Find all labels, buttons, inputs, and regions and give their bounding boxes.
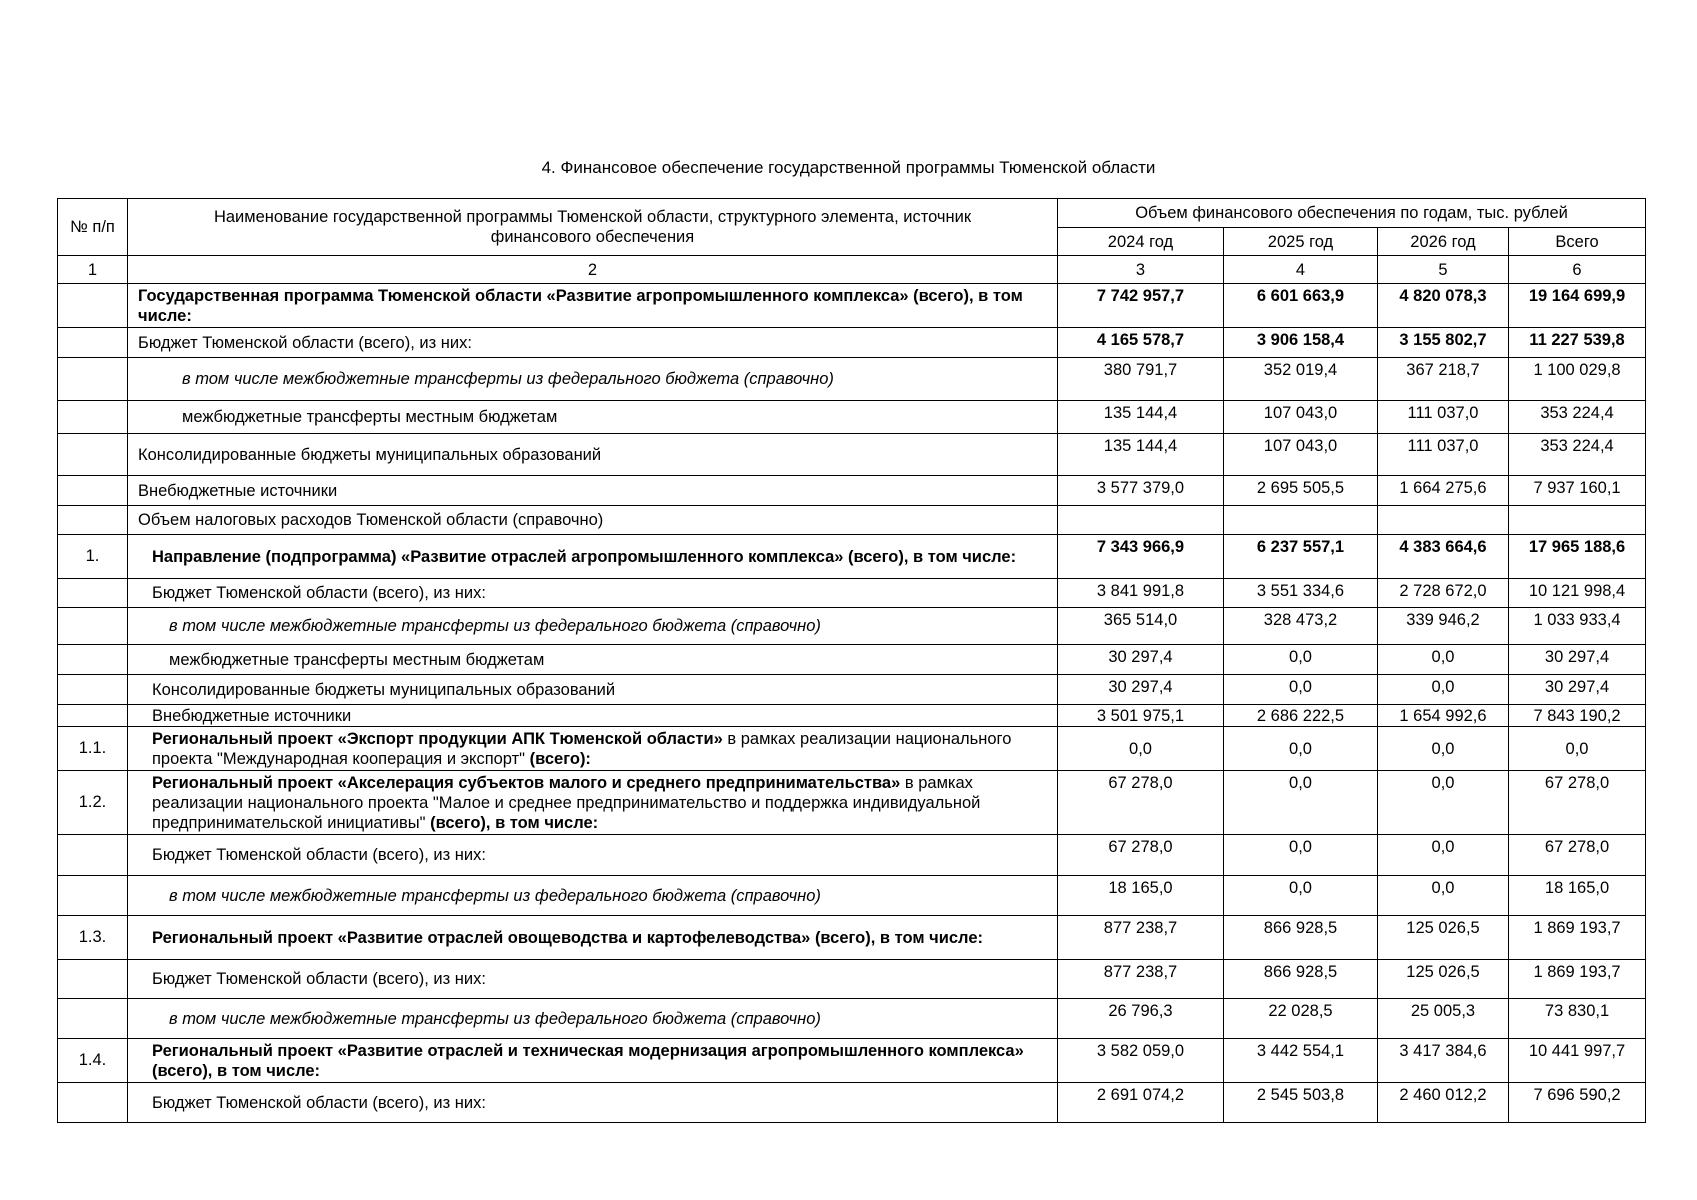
row-value-total: 1 869 193,7 xyxy=(1509,960,1646,999)
table-row xyxy=(58,876,1646,916)
row-name: Региональный проект «Развитие отраслей и техническая модернизация агропромышленного комплекса» (всего), в том числе: xyxy=(128,1039,1058,1083)
row-value-2024: 0,0 xyxy=(1058,727,1224,771)
row-value-total: 11 227 539,8 xyxy=(1509,328,1646,358)
row-num: 1.2. xyxy=(58,771,128,835)
row-value-2025: 2 545 503,8 xyxy=(1224,1083,1378,1123)
row-value-2026: 0,0 xyxy=(1378,835,1509,876)
row-name: Бюджет Тюменской области (всего), из них: xyxy=(128,579,1058,608)
row-value-2025: 0,0 xyxy=(1224,645,1378,675)
row-value-2024: 3 841 991,8 xyxy=(1058,579,1224,608)
table-row xyxy=(58,645,1646,675)
row-value-total xyxy=(1509,506,1646,535)
row-num xyxy=(58,645,128,675)
row-name: Направление (подпрограмма) «Развитие отраслей агропромышленного комплекса» (всего), в том числе: xyxy=(128,535,1058,579)
row-name: в том числе межбюджетные трансферты из федерального бюджета (справочно) xyxy=(128,999,1058,1039)
row-value-2026: 2 728 672,0 xyxy=(1378,579,1509,608)
row-value-2026: 125 026,5 xyxy=(1378,916,1509,960)
row-value-total: 18 165,0 xyxy=(1509,876,1646,916)
table-row xyxy=(58,835,1646,876)
row-value-2026: 4 383 664,6 xyxy=(1378,535,1509,579)
row-value-total: 30 297,4 xyxy=(1509,645,1646,675)
row-value-2024: 2 691 074,2 xyxy=(1058,1083,1224,1123)
row-value-total: 1 869 193,7 xyxy=(1509,916,1646,960)
row-value-2026: 0,0 xyxy=(1378,876,1509,916)
table-row xyxy=(58,434,1646,476)
table-row xyxy=(58,727,1646,771)
row-name xyxy=(128,727,1058,771)
row-num xyxy=(58,328,128,358)
row-value-total: 30 297,4 xyxy=(1509,675,1646,705)
row-value-total: 17 965 188,6 xyxy=(1509,535,1646,579)
row-value-2025: 0,0 xyxy=(1224,727,1378,771)
row-value-2025 xyxy=(1224,506,1378,535)
table-row xyxy=(58,579,1646,608)
header-index: 4 xyxy=(1224,256,1378,284)
row-name-tail: (всего): xyxy=(529,749,591,768)
row-name: Внебюджетные источники xyxy=(128,476,1058,506)
row-num xyxy=(58,434,128,476)
header-year-2025: 2025 год xyxy=(1224,228,1378,256)
row-value-2026: 3 417 384,6 xyxy=(1378,1039,1509,1083)
row-num xyxy=(58,1083,128,1123)
table-row xyxy=(58,705,1646,727)
row-value-2025: 6 237 557,1 xyxy=(1224,535,1378,579)
row-value-2026: 25 005,3 xyxy=(1378,999,1509,1039)
row-value-2025: 0,0 xyxy=(1224,771,1378,835)
row-name: в том числе межбюджетные трансферты из федерального бюджета (справочно) xyxy=(128,876,1058,916)
row-value-total: 353 224,4 xyxy=(1509,401,1646,434)
row-value-2025: 352 019,4 xyxy=(1224,358,1378,401)
row-name: в том числе межбюджетные трансферты из федерального бюджета (справочно) xyxy=(128,358,1058,401)
table-row xyxy=(58,358,1646,401)
header-index: 6 xyxy=(1509,256,1646,284)
row-name: Бюджет Тюменской области (всего), из них: xyxy=(128,835,1058,876)
row-value-2024: 67 278,0 xyxy=(1058,771,1224,835)
row-num xyxy=(58,608,128,645)
row-value-2024: 3 582 059,0 xyxy=(1058,1039,1224,1083)
header-index: 5 xyxy=(1378,256,1509,284)
row-num: 1.3. xyxy=(58,916,128,960)
row-value-total: 1 100 029,8 xyxy=(1509,358,1646,401)
row-value-total: 7 696 590,2 xyxy=(1509,1083,1646,1123)
row-value-total: 67 278,0 xyxy=(1509,771,1646,835)
row-value-2026: 1 654 992,6 xyxy=(1378,705,1509,727)
table-row xyxy=(58,999,1646,1039)
row-num xyxy=(58,835,128,876)
row-value-2026: 2 460 012,2 xyxy=(1378,1083,1509,1123)
row-value-2024: 7 343 966,9 xyxy=(1058,535,1224,579)
row-value-2025: 22 028,5 xyxy=(1224,999,1378,1039)
row-value-2024 xyxy=(1058,506,1224,535)
row-name: Бюджет Тюменской области (всего), из них: xyxy=(128,1083,1058,1123)
row-name-tail: (всего), в том числе: xyxy=(430,813,599,832)
row-name: Объем налоговых расходов Тюменской области (справочно) xyxy=(128,506,1058,535)
table-row xyxy=(58,1083,1646,1123)
row-value-total: 67 278,0 xyxy=(1509,835,1646,876)
row-value-total: 10 441 997,7 xyxy=(1509,1039,1646,1083)
row-num: 1.1. xyxy=(58,727,128,771)
row-value-2024: 365 514,0 xyxy=(1058,608,1224,645)
row-value-2025: 2 695 505,5 xyxy=(1224,476,1378,506)
row-value-2025: 3 551 334,6 xyxy=(1224,579,1378,608)
header-num: № п/п xyxy=(58,199,128,256)
row-value-2025: 2 686 222,5 xyxy=(1224,705,1378,727)
row-name-bold: Региональный проект «Экспорт продукции АПК Тюменской области» xyxy=(152,729,723,748)
row-value-2026: 0,0 xyxy=(1378,727,1509,771)
row-num xyxy=(58,960,128,999)
row-num: 1. xyxy=(58,535,128,579)
header-index: 1 xyxy=(58,256,128,284)
row-value-2025: 866 928,5 xyxy=(1224,960,1378,999)
row-value-2024: 26 796,3 xyxy=(1058,999,1224,1039)
table-row xyxy=(58,608,1646,645)
row-value-2026: 111 037,0 xyxy=(1378,434,1509,476)
table-row xyxy=(58,1039,1646,1083)
row-name: Консолидированные бюджеты муниципальных образований xyxy=(128,434,1058,476)
row-name-text: в рамках реализации национального проекта "Международная кооперация и экспорт" xyxy=(152,729,1012,768)
row-name: Региональный проект «Развитие отраслей овощеводства и картофелеводства» (всего), в том числе: xyxy=(128,916,1058,960)
row-value-2024: 877 238,7 xyxy=(1058,916,1224,960)
table-row xyxy=(58,401,1646,434)
table-row xyxy=(58,284,1646,328)
row-value-total: 7 843 190,2 xyxy=(1509,705,1646,727)
row-value-2024: 67 278,0 xyxy=(1058,835,1224,876)
row-value-total: 19 164 699,9 xyxy=(1509,284,1646,328)
financing-table xyxy=(57,198,1646,1123)
row-num xyxy=(58,506,128,535)
row-value-2024: 380 791,7 xyxy=(1058,358,1224,401)
row-value-2026: 1 664 275,6 xyxy=(1378,476,1509,506)
row-num xyxy=(58,358,128,401)
row-value-total: 73 830,1 xyxy=(1509,999,1646,1039)
row-value-2025: 866 928,5 xyxy=(1224,916,1378,960)
row-value-2024: 135 144,4 xyxy=(1058,434,1224,476)
table-row xyxy=(58,675,1646,705)
row-value-2026: 3 155 802,7 xyxy=(1378,328,1509,358)
row-value-2026: 367 218,7 xyxy=(1378,358,1509,401)
row-name: Бюджет Тюменской области (всего), из них: xyxy=(128,960,1058,999)
row-name-text: в рамках реализации национального проекта "Малое и среднее предпринимательство и поддержка индивидуальной предпринимательской инициативы" xyxy=(152,773,981,832)
row-value-2026: 339 946,2 xyxy=(1378,608,1509,645)
row-value-2024: 135 144,4 xyxy=(1058,401,1224,434)
row-name xyxy=(128,771,1058,835)
document-title: 4. Финансовое обеспечение государственной программы Тюменской области xyxy=(541,158,1156,177)
row-name: межбюджетные трансферты местным бюджетам xyxy=(128,645,1058,675)
row-value-2024: 3 577 379,0 xyxy=(1058,476,1224,506)
row-value-2024: 4 165 578,7 xyxy=(1058,328,1224,358)
row-value-2026: 0,0 xyxy=(1378,675,1509,705)
table-row xyxy=(58,506,1646,535)
row-num: 1.4. xyxy=(58,1039,128,1083)
row-value-2025: 0,0 xyxy=(1224,835,1378,876)
table-row xyxy=(58,960,1646,999)
row-value-2025: 3 906 158,4 xyxy=(1224,328,1378,358)
row-num xyxy=(58,401,128,434)
row-value-2026: 4 820 078,3 xyxy=(1378,284,1509,328)
row-value-2025: 328 473,2 xyxy=(1224,608,1378,645)
table-row xyxy=(58,476,1646,506)
row-value-2026: 111 037,0 xyxy=(1378,401,1509,434)
row-value-total: 1 033 933,4 xyxy=(1509,608,1646,645)
table-row xyxy=(58,916,1646,960)
row-num xyxy=(58,579,128,608)
row-name-bold: Региональный проект «Акселерация субъектов малого и среднего предпринимательства» xyxy=(152,773,901,792)
header-year-2026: 2026 год xyxy=(1378,228,1509,256)
row-name: Бюджет Тюменской области (всего), из них: xyxy=(128,328,1058,358)
row-value-total: 7 937 160,1 xyxy=(1509,476,1646,506)
table-row xyxy=(58,771,1646,835)
row-value-2024: 18 165,0 xyxy=(1058,876,1224,916)
row-value-2024: 3 501 975,1 xyxy=(1058,705,1224,727)
row-num xyxy=(58,476,128,506)
row-value-2025: 3 442 554,1 xyxy=(1224,1039,1378,1083)
row-value-2025: 0,0 xyxy=(1224,675,1378,705)
table-row xyxy=(58,535,1646,579)
row-value-2026: 0,0 xyxy=(1378,645,1509,675)
row-value-2024: 30 297,4 xyxy=(1058,645,1224,675)
row-value-2026: 0,0 xyxy=(1378,771,1509,835)
row-value-2025: 107 043,0 xyxy=(1224,434,1378,476)
row-num xyxy=(58,999,128,1039)
header-name: Наименование государственной программы Тюменской области, структурного элемента, источник финансового обеспечения xyxy=(128,199,1058,256)
row-name: Консолидированные бюджеты муниципальных образований xyxy=(128,675,1058,705)
row-value-2024: 877 238,7 xyxy=(1058,960,1224,999)
row-num xyxy=(58,876,128,916)
row-name: межбюджетные трансферты местным бюджетам xyxy=(128,401,1058,434)
row-num xyxy=(58,675,128,705)
header-total: Всего xyxy=(1509,228,1646,256)
header-index: 2 xyxy=(128,256,1058,284)
row-num xyxy=(58,284,128,328)
row-name: в том числе межбюджетные трансферты из федерального бюджета (справочно) xyxy=(128,608,1058,645)
row-value-2024: 30 297,4 xyxy=(1058,675,1224,705)
row-name: Внебюджетные источники xyxy=(128,705,1058,727)
row-value-2025: 107 043,0 xyxy=(1224,401,1378,434)
header-volume: Объем финансового обеспечения по годам, тыс. рублей xyxy=(1058,199,1646,228)
row-value-total: 10 121 998,4 xyxy=(1509,579,1646,608)
row-value-total: 0,0 xyxy=(1509,727,1646,771)
header-index: 3 xyxy=(1058,256,1224,284)
table-row xyxy=(58,328,1646,358)
row-value-total: 353 224,4 xyxy=(1509,434,1646,476)
header-year-2024: 2024 год xyxy=(1058,228,1224,256)
row-num xyxy=(58,705,128,727)
row-value-2026: 125 026,5 xyxy=(1378,960,1509,999)
row-value-2025: 0,0 xyxy=(1224,876,1378,916)
row-value-2024: 7 742 957,7 xyxy=(1058,284,1224,328)
row-value-2026 xyxy=(1378,506,1509,535)
row-name: Государственная программа Тюменской области «Развитие агропромышленного комплекса» (всего), в том числе: xyxy=(128,284,1058,328)
row-value-2025: 6 601 663,9 xyxy=(1224,284,1378,328)
